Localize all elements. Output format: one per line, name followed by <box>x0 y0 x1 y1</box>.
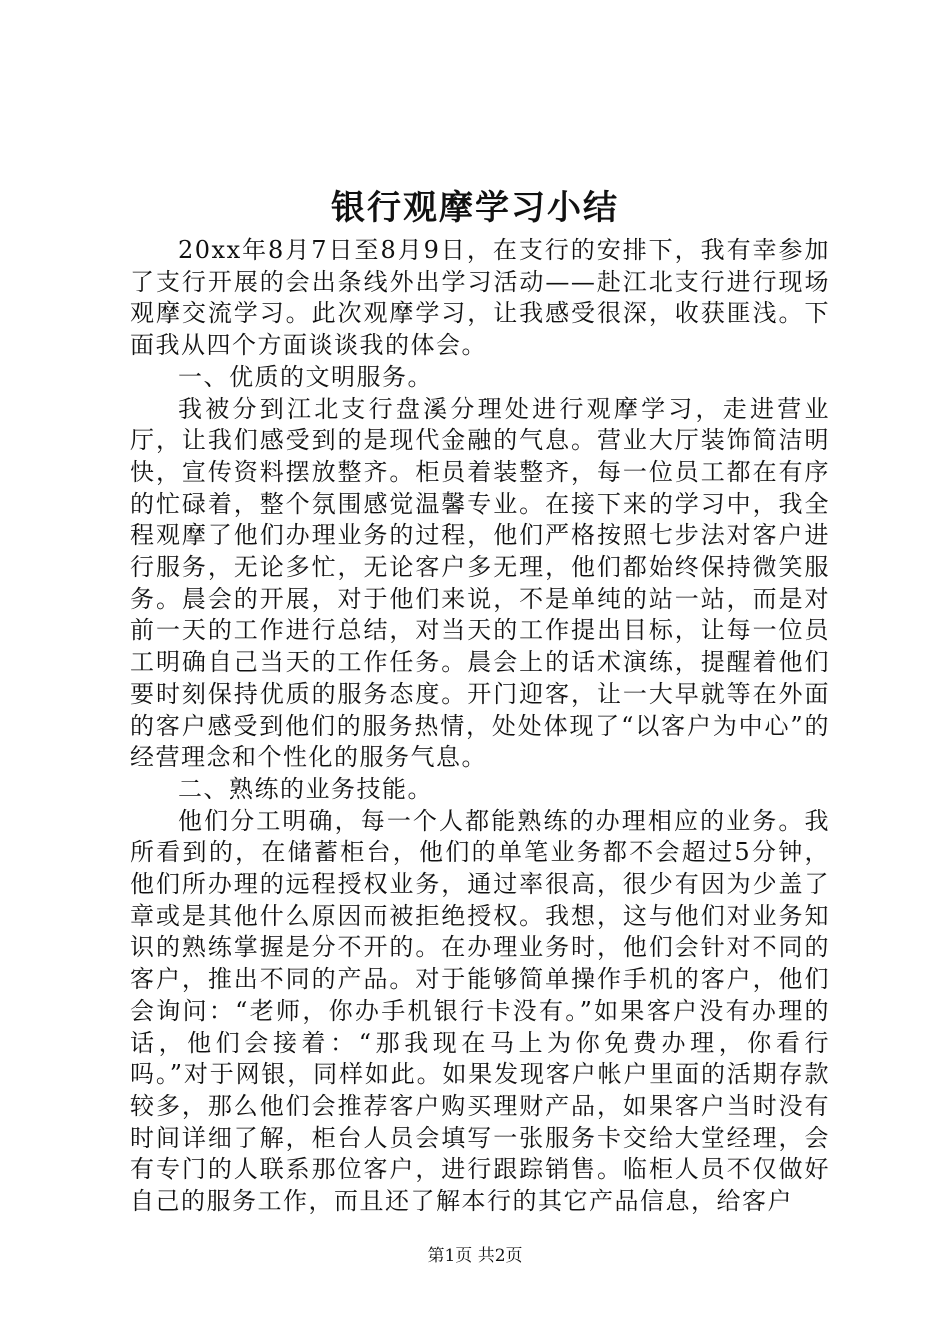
page-number-footer: 第1页 共2页 <box>427 1246 523 1266</box>
section-paragraph-1: 我被分到江北支行盘溪分理处进行观摩学习，走进营业厅，让我们感受到的是现代金融的气息。营业大厅装饰简洁明快，宣传资料摆放整齐。柜员着装整齐，每一位员工都在有序的忙碌着，整个氛围感觉温馨专业。在接下来的学习中，我全程观摩了他们办理业务的过程，他们严格按照七步法对客户进行服务，无论多忙，无论客户多无理，他们都始终保持微笑服务。晨会的开展，对于他们来说，不是单纯的站一站，而是对前一天的工作进行总结，对当天的工作提出目标，让每一位员工明确自己当天的工作任务。晨会上的话术演练，提醒着他们要时刻保持优质的服务态度。开门迎客，让一大早就等在外面的客户感受到他们的服务热情，处处体现了“以客户为中心”的经营理念和个性化的服务气息。 <box>130 394 830 772</box>
section-heading-1: 一、优质的文明服务。 <box>178 362 433 391</box>
section-heading-2: 二、熟练的业务技能。 <box>178 774 433 803</box>
section-paragraph-2: 他们分工明确，每一个人都能熟练的办理相应的业务。我所看到的，在储蓄柜台，他们的单笔业务都不会超过5分钟，他们所办理的远程授权业务，通过率很高，很少有因为少盖了章或是其他什么原因而被拒绝授权。我想，这与他们对业务知识的熟练掌握是分不开的。在办理业务时，他们会针对不同的客户，推出不同的产品。对于能够简单操作手机的客户，他们会询问：“老师，你办手机银行卡没有。”如果客户没有办理的话，他们会接着：“那我现在马上为你免费办理，你看行吗。”对于网银，同样如此。如果发现客户帐户里面的活期存款较多，那么他们会推荐客户购买理财产品，如果客户当时没有时间详细了解，柜台人员会填写一张服务卡交给大堂经理，会有专门的人联系那位客户，进行跟踪销售。临柜人员不仅做好自己的服务工作，而且还了解本行的其它产品信息，给客户 <box>130 806 830 1216</box>
document-body <box>130 235 830 1218</box>
document-title: 银行观摩学习小结 <box>331 188 619 228</box>
intro-paragraph: 20xx年8月7日至8月9日，在支行的安排下，我有幸参加了支行开展的会出条线外出学习活动——赴江北支行进行现场观摩交流学习。此次观摩学习，让我感受很深，收获匪浅。下面我从四个方面谈谈我的体会。 <box>130 236 830 360</box>
